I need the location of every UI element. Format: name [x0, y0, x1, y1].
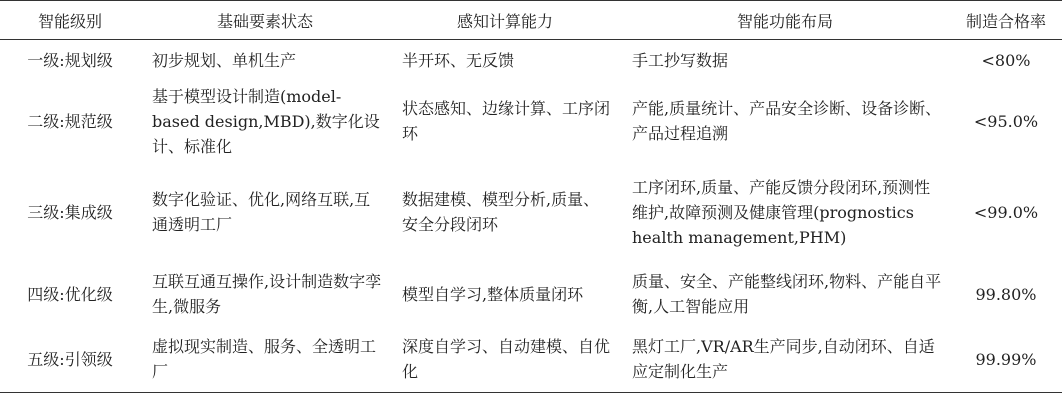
cell-sense: 数据建模、模型分析,质量、安全分段闭环 [402, 190, 600, 234]
header-intelligent-functions: 智能功能布局 [620, 1, 950, 40]
cell-func: 手工抄写数据 [632, 50, 729, 70]
cell-basic: 互联互通互操作,设计制造数字孪生,微服务 [152, 272, 382, 316]
cell-level: 二级:规范级 [27, 111, 113, 131]
cell-func: 工序闭环,质量、产能反馈分段闭环,预测性维护,故障预测及健康管理(prognostics health management,PHM) [632, 177, 931, 247]
header-sensing-computing: 感知计算能力 [390, 1, 620, 40]
cell-func: 黑灯工厂,VR/AR生产同步,自动闭环、自适应定制化生产 [620, 326, 950, 393]
cell-func: 质量、安全、产能整线闭环,物料、产能自平衡,人工智能应用 [632, 272, 942, 316]
table-row [0, 162, 1062, 262]
table-row [0, 262, 1062, 326]
cell-rate: 99.99% [950, 326, 1062, 393]
cell-level: 三级:集成级 [27, 202, 113, 222]
cell-sense: 状态感知、边缘计算、工序闭环 [402, 99, 611, 143]
header-qualification-rate: 制造合格率 [950, 1, 1062, 40]
header-basic-elements: 基础要素状态 [140, 1, 390, 40]
header-level: 智能级别 [0, 1, 140, 40]
cell-level: 四级:优化级 [27, 284, 113, 304]
cell-sense: 模型自学习,整体质量闭环 [402, 284, 584, 304]
cell-level: 一级:规划级 [27, 50, 113, 70]
table-header-row [0, 1, 1062, 40]
table-row [0, 80, 1062, 162]
cell-basic: 数字化验证、优化,网络互联,互通透明工厂 [152, 190, 371, 234]
cell-rate: <99.0% [973, 202, 1039, 222]
cell-func: 产能,质量统计、产品安全诊断、设备诊断、产品过程追溯 [632, 99, 942, 143]
cell-basic: 基于模型设计制造(model-based design,MBD),数字化设计、标准化 [152, 86, 380, 156]
cell-sense: 半开环、无反馈 [402, 50, 515, 70]
cell-rate: <80% [981, 50, 1031, 70]
cell-rate: <95.0% [973, 111, 1039, 131]
table-row [0, 326, 1062, 393]
cell-basic: 虚拟现实制造、服务、全透明工厂 [140, 326, 390, 393]
cell-level: 五级:引领级 [0, 326, 140, 393]
cell-rate: 99.80% [975, 284, 1037, 304]
table-row [0, 40, 1062, 81]
cell-basic: 初步规划、单机生产 [152, 50, 297, 70]
cell-sense: 深度自学习、自动建模、自优化 [390, 326, 620, 393]
